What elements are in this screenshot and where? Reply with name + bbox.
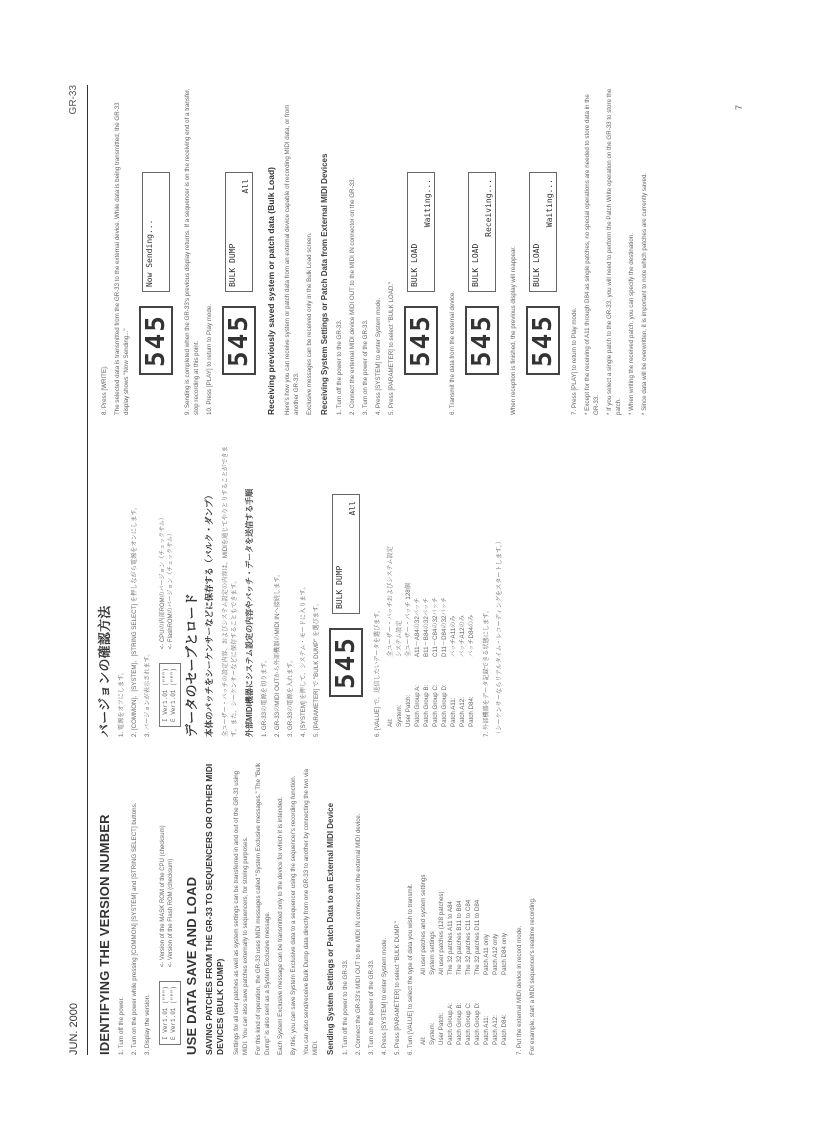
step: 2. GR-33のMIDI OUTから外部機器のMIDI INへ接続します。 — [274, 570, 281, 737]
dump-type-list — [419, 755, 509, 1045]
lcd-line: Waiting... — [545, 179, 554, 228]
list-value: All user patches and system settings — [420, 874, 427, 975]
step: 5. Press [PARAMETER] to select "BULK LOAD." — [388, 281, 395, 415]
procedure-title: Sending System Settings or Patch Data to an External MIDI Device — [326, 802, 335, 1055]
step: 3. Turn on the power of the GR-33. — [368, 959, 375, 1055]
list-value: All user patches (128 patches) — [438, 891, 445, 975]
section-subtitle-jp: 本体のパッチをシーケンサーなどに保存する（バルク・ダンプ） — [204, 490, 214, 737]
procedure-title-jp: 外部MIDI機器にシステム設定の内容やパッチ・データを送信する手順 — [245, 488, 254, 737]
display-illustration — [526, 85, 560, 375]
paragraph: Each System Exclusive message can be transmitted only to the device for which it is intended. — [277, 796, 284, 1055]
step: 4. [SYSTEM] を押して、システム・モードに入ります。 — [300, 583, 307, 737]
step: 3. Display the version. — [144, 994, 151, 1055]
lcd-screen — [142, 172, 170, 292]
list-key: Patch Group D: — [441, 684, 448, 727]
list-item — [422, 437, 431, 727]
step-note: For example, start a MIDI sequencer's realtime recording. — [529, 897, 536, 1055]
step: 2. Turn on the power while pressing [COMMON] [SYSTEM] and [STRING SELECT] buttons. — [131, 802, 138, 1055]
step: 1. Turn off the power. — [118, 996, 125, 1055]
page-number: 7 — [734, 105, 744, 111]
lcd-line: BULK LOAD — [532, 243, 541, 288]
segment-display: 545 — [222, 306, 256, 375]
list-key: Patch Group D: — [474, 1002, 481, 1045]
list-key: Patch Group B: — [456, 1002, 463, 1045]
rotated-page — [60, 75, 750, 1075]
section-title-jp: データのセーブとロード — [184, 592, 199, 737]
step: 7. 外部機器をデータ記録できる状態にします。 — [483, 606, 490, 737]
header-rule — [87, 85, 88, 1055]
list-item — [482, 755, 491, 1045]
display-illustration — [329, 437, 363, 697]
segment-display: 545 — [465, 306, 499, 375]
section-title: USE DATA SAVE AND LOAD — [184, 876, 199, 1055]
version-line: I Ver1.01 (""") — [162, 985, 169, 1040]
list-value: システム設定 — [396, 620, 403, 657]
display-illustration — [465, 85, 499, 375]
version-title-jp: バージョンの確認方法 — [97, 605, 112, 737]
dump-type-list — [386, 437, 476, 727]
paragraph: When reception is finished, the previous display will reappear. — [510, 246, 517, 415]
step: 1. GR-33の電源を切ります。 — [261, 656, 268, 737]
version-notes — [159, 825, 175, 967]
step: 7. Put the external MIDI device in record mode. — [516, 925, 523, 1055]
step: 10. Press [PLAY] to return to Play mode. — [206, 304, 213, 415]
display-illustration — [222, 85, 256, 375]
list-item — [386, 437, 395, 727]
step: 2. [COMMON]、[SYSTEM]、[STRING SELECT] を押しながら電源をオンにします。 — [131, 503, 138, 737]
step: 6. Transmit the data from the external device. — [449, 290, 456, 415]
list-key: Patch A11: — [483, 1015, 490, 1045]
list-item — [467, 437, 476, 727]
step: 6. Turn [VALUE] to select the type of data you wish to transmit. — [407, 883, 414, 1055]
list-value: パッチA11のみ — [450, 615, 457, 657]
lcd-line: Now Sending... — [145, 219, 154, 288]
list-item — [431, 437, 440, 727]
section-subtitle: SAVING PATCHES FROM THE GR-33 TO SEQUENCERS OR OTHER MIDI DEVICES (BULK DUMP) — [204, 763, 225, 1055]
list-value: Patch A11 only — [483, 934, 490, 975]
display-illustration — [404, 85, 438, 375]
list-value: 全ユーザー・パッチおよびシステム設定 — [387, 546, 394, 657]
segment-display: 545 — [526, 306, 560, 375]
lcd-screen — [407, 172, 435, 292]
version-display — [159, 663, 181, 727]
list-item — [413, 437, 422, 727]
page-header — [60, 75, 90, 1075]
list-value: B11〜B84の32パッチ — [423, 597, 430, 657]
version-display — [159, 981, 181, 1045]
list-key: Patch Group C: — [465, 1002, 472, 1045]
list-value: 全ユーザー・パッチ 128個 — [405, 583, 412, 657]
list-value: The 32 patches C11 to C84 — [465, 899, 472, 975]
step: 1. 電源をオフにします。 — [118, 668, 125, 737]
step: 5. Press [PARAMETER] to select "BULK DUMP." — [394, 921, 401, 1055]
step: 2. Connect the external MIDI device MIDI OUT to the MIDI IN connector on the GR-33. — [349, 177, 356, 415]
step: 9. Sending is completed when the GR-33's previous display returns. If a sequencer is on the receiving end of a transfer, stop recording at this point. — [184, 88, 200, 415]
step: 1. Turn off the power to the GR-33. — [336, 319, 343, 415]
version-note: <- Version of the Flash ROM (checksum) — [168, 858, 174, 968]
version-line: E Ver1.01 (""") — [170, 667, 177, 722]
version-note: <- FlashROMのバージョン（チェックサム） — [168, 530, 174, 650]
lcd-line: Receiving... — [484, 179, 493, 237]
paragraph: By this, you can save System Exclusive data to a sequencer using the sequencer's recording function. — [290, 775, 297, 1055]
list-item — [446, 755, 455, 1045]
list-key: All: — [387, 718, 394, 727]
list-value: パッチD84のみ — [468, 614, 475, 657]
list-item — [455, 755, 464, 1045]
list-value: System settings — [429, 931, 436, 975]
paragraph: Settings for all user patches as well as system settings can be transferred in and out of the GR-33 using MIDI. You can also save patches externally to sequencers, for storing purposes. — [233, 770, 249, 1055]
step: 8. Press [WRITE]. — [101, 365, 108, 415]
list-value: The 32 patches B11 to B84 — [456, 900, 463, 975]
list-value: C11〜C84の32パッチ — [432, 596, 439, 657]
list-item — [404, 437, 413, 727]
lcd-line: BULK DUMP — [335, 565, 344, 610]
list-item — [500, 755, 509, 1045]
procedure-title: Receiving System Settings or Patch Data from External MIDI Devices — [320, 153, 329, 415]
list-value: Patch A12 only — [492, 933, 499, 975]
step: 6. [VALUE] で、送信したいデータを選びます。 — [374, 606, 381, 737]
list-key: All: — [420, 1036, 427, 1045]
list-item — [458, 437, 467, 727]
segment-display: 545 — [329, 628, 363, 697]
version-title: IDENTIFYING THE VERSION NUMBER — [97, 814, 112, 1055]
lcd-line: All — [348, 501, 357, 516]
segment-display: 545 — [139, 306, 173, 375]
list-key: System: — [396, 704, 403, 727]
version-notes — [159, 514, 175, 649]
list-key: Patch D84: — [501, 1014, 508, 1045]
version-note: <- Version of the MASK ROM of the CPU (checksum) — [160, 825, 166, 968]
list-key: Patch Group A: — [414, 685, 421, 727]
list-key: Patch A11: — [450, 697, 457, 727]
list-value: The 32 patches D11 to D84 — [474, 899, 481, 975]
list-key: Patch Group C: — [432, 684, 439, 727]
list-item — [437, 755, 446, 1045]
header-model: GR-33 — [68, 85, 79, 115]
note: * If you select a single patch to the GR-33, you will need to perform the Patch Write operation on the GR-33 to store the patch. — [606, 88, 622, 415]
list-item — [491, 755, 500, 1045]
step-note: The selected data is transmitted from the GR-33 to the external device. While data is being transmitted, the GR-33 display shows "Now Sending..." — [114, 102, 130, 415]
lcd-screen — [529, 172, 557, 292]
step: 4. Press [SYSTEM] to enter System mode. — [375, 297, 382, 415]
list-key: Patch D84: — [468, 696, 475, 727]
list-key: Patch Group A: — [447, 1003, 454, 1045]
display-illustration — [139, 85, 173, 375]
english-column — [97, 755, 541, 1055]
continued-column — [100, 85, 653, 415]
list-item — [440, 437, 449, 727]
note: * When writing the received patch, you can specify the destination. — [628, 233, 635, 415]
step: 3. バージョンが表示されます。 — [144, 650, 151, 737]
lcd-line: BULK DUMP — [228, 243, 237, 288]
receive-title: Receiving previously saved system or patch data (Bulk Load) — [266, 167, 276, 415]
step: 4. Press [SYSTEM] to enter System mode. — [381, 937, 388, 1055]
list-value: パッチA12のみ — [459, 615, 466, 657]
paragraph: Here's how you can receive system or patch data from an external device capable of recording MIDI data, or from another GR-33. — [284, 104, 300, 415]
step: 1. Turn off the power to the GR-33. — [342, 959, 349, 1055]
list-key: User Patch: — [405, 694, 412, 727]
list-item — [395, 437, 404, 727]
lcd-line: All — [241, 179, 250, 194]
header-date: JUN. 2000 — [68, 1003, 80, 1055]
list-item — [419, 755, 428, 1045]
step: 2. Connect the GR-33's MIDI OUT to the MIDI IN connector on the external MIDI device. — [355, 813, 362, 1055]
step: 5. [PARAMETER] で "BULK DUMP" を選びます。 — [313, 600, 320, 737]
list-key: Patch A12: — [492, 1015, 499, 1045]
lcd-screen — [332, 494, 360, 614]
paragraph: For this kind of operation, the GR-33 uses MIDI messages called "System Exclusive messages." The "Bulk Dump" is also sent as a System Exclusive message. — [255, 763, 271, 1055]
list-value: A11〜A84の32パッチ — [414, 597, 421, 657]
paragraph: Exclusive messages can be received only in the Bulk Load screen. — [306, 232, 313, 415]
list-value: The 32 patches A11 to A84 — [447, 901, 454, 975]
list-key: User Patch: — [438, 1012, 445, 1045]
lcd-line: Waiting... — [423, 179, 432, 228]
paragraph: You can also send/receive Bulk Dump data directly from one GR-33 to another by connecting the two via MIDI. — [303, 769, 319, 1055]
segment-display: 545 — [404, 306, 438, 375]
version-line: E Ver1.01 (""") — [170, 985, 177, 1040]
list-key: Patch Group B: — [423, 684, 430, 727]
version-note: <- CPUの内部ROMのバージョン（チェックサム） — [160, 514, 166, 650]
list-item — [473, 755, 482, 1045]
step: 3. Turn on the power of the GR-33. — [362, 319, 369, 415]
list-item — [464, 755, 473, 1045]
step: 7. Press [PLAY] to return to Play mode. — [571, 307, 578, 415]
paragraph: 全ユーザー・パッチの設定内容、およびシステム設定の内容は、MIDIを通じてやりとりすることができます。また、シーケンサーなどに保存することもできます。 — [222, 446, 238, 737]
list-value: Patch D84 only — [501, 933, 508, 975]
step-note: （シーケンサーならリアルタイム・レコーディングをスタートします。） — [496, 537, 503, 737]
lcd-line: BULK LOAD — [410, 243, 419, 288]
note: * Except for the receiving of A11 through D84 as single patches, no special operations are needed to store data in the GR-33. — [584, 94, 600, 415]
lcd-screen — [468, 172, 496, 292]
step: 3. GR-33の電源を入れます。 — [287, 656, 294, 737]
list-key: System: — [429, 1022, 436, 1045]
note: * Since data will be overwritten, it is important to note which patches are currently saved. — [641, 172, 648, 415]
version-line: I Ver1.01 (""") — [162, 667, 169, 722]
lcd-line: BULK LOAD — [471, 243, 480, 288]
list-key: Patch A12: — [459, 697, 466, 727]
japanese-column — [97, 437, 508, 737]
lcd-screen — [225, 172, 253, 292]
list-item — [428, 755, 437, 1045]
list-value: D11〜D84の32パッチ — [441, 596, 448, 657]
list-item — [449, 437, 458, 727]
